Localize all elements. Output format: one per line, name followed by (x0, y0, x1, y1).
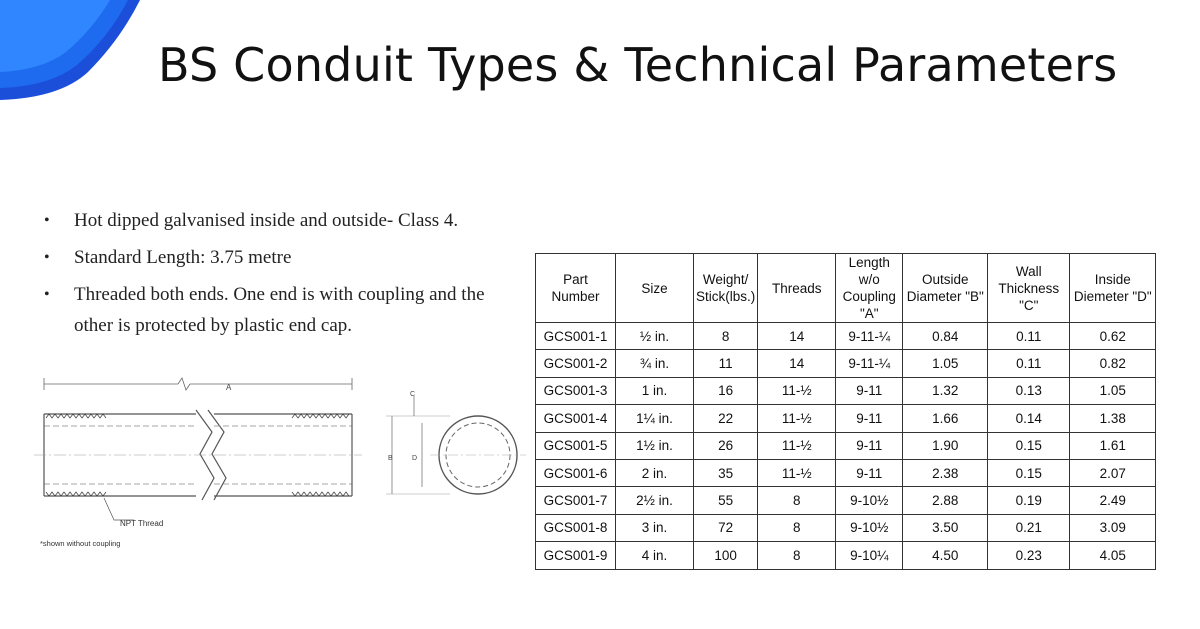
table-cell: ½ in. (616, 323, 694, 350)
corner-decoration (0, 0, 150, 110)
table-cell: 0.14 (988, 405, 1070, 432)
table-cell: 0.62 (1070, 323, 1156, 350)
table-cell: 11-½ (758, 405, 836, 432)
table-cell: 1.05 (903, 350, 988, 377)
header-line: Number (551, 289, 600, 304)
column-header-part-number (536, 254, 616, 323)
thread-left-top (46, 414, 106, 418)
table-cell: GCS001-8 (536, 514, 616, 541)
header-line: Outside (922, 272, 969, 287)
table-cell: GCS001-4 (536, 405, 616, 432)
table-cell: 4 in. (616, 542, 694, 569)
table-cell: 2 in. (616, 459, 694, 486)
table-cell: 14 (758, 350, 836, 377)
header-line: Diameter "B" (906, 289, 984, 304)
table-cell: 11-½ (758, 432, 836, 459)
table-cell: GCS001-1 (536, 323, 616, 350)
table-cell: 4.50 (903, 542, 988, 569)
header-line: Threads (772, 280, 822, 296)
label-d: D (412, 455, 418, 462)
bullet-icon: • (44, 286, 50, 303)
header-line: Wall (1015, 263, 1042, 279)
table-cell: 9-11 (836, 432, 903, 459)
thread-right-top (292, 414, 349, 418)
bullet-icon: • (44, 249, 50, 266)
spec-table (535, 253, 1156, 570)
table-cell: 9-11-¼ (836, 323, 903, 350)
header-line: Length w/o (848, 255, 890, 287)
table-cell: 16 (694, 377, 758, 404)
feature-item (40, 242, 520, 273)
table-cell: 26 (694, 432, 758, 459)
header-line: "A" (859, 306, 879, 321)
feature-text: Threaded both ends. One end is with coupling and the other is protected by plastic end cap. (74, 284, 485, 336)
table-cell: GCS001-7 (536, 487, 616, 514)
table-cell: 14 (758, 323, 836, 350)
table-cell: 72 (694, 514, 758, 541)
header-line: Inside (1094, 272, 1131, 287)
table-row (536, 514, 1156, 541)
header-line: Weight/ (702, 272, 749, 287)
table-cell: 3.09 (1070, 514, 1156, 541)
table-cell: GCS001-9 (536, 542, 616, 569)
page-title: BS Conduit Types & Technical Parameters (158, 38, 1118, 92)
table-cell: GCS001-6 (536, 459, 616, 486)
table-cell: 0.15 (988, 459, 1070, 486)
table-cell: 2.07 (1070, 459, 1156, 486)
table-cell: 0.23 (988, 542, 1070, 569)
table-cell: 3.50 (903, 514, 988, 541)
feature-item (40, 205, 520, 236)
table-row (536, 377, 1156, 404)
table-row (536, 323, 1156, 350)
table-cell: 8 (758, 542, 836, 569)
table-cell: 0.11 (988, 323, 1070, 350)
break-mark (178, 378, 190, 390)
table-cell: 0.15 (988, 432, 1070, 459)
column-header-length (836, 254, 903, 323)
column-header-size (616, 254, 694, 323)
table-cell: 8 (758, 514, 836, 541)
footnote: *shown without coupling (40, 539, 121, 548)
table-cell: 35 (694, 459, 758, 486)
label-c: C (410, 391, 416, 398)
table-cell: 1 in. (616, 377, 694, 404)
conduit-drawing (30, 370, 535, 560)
table-cell: 55 (694, 487, 758, 514)
table-cell: 100 (694, 542, 758, 569)
header-line: Size (641, 280, 668, 296)
thread-left-bottom (46, 492, 106, 496)
table-cell: 9-11 (836, 377, 903, 404)
table-cell: 0.82 (1070, 350, 1156, 377)
feature-item (40, 279, 520, 341)
table-row (536, 350, 1156, 377)
table-cell: 1.66 (903, 405, 988, 432)
table-row (536, 542, 1156, 569)
column-header-weight (694, 254, 758, 323)
header-line: Diemeter "D" (1073, 289, 1152, 304)
table-row (536, 487, 1156, 514)
thread-right-bottom (292, 492, 349, 496)
table-cell: 4.05 (1070, 542, 1156, 569)
table-cell: 0.19 (988, 487, 1070, 514)
header-line: Stick(lbs.) (696, 289, 756, 304)
table-cell: 8 (758, 487, 836, 514)
label-a: A (226, 383, 232, 392)
table-cell: 9-10½ (836, 514, 903, 541)
table-cell: 11 (694, 350, 758, 377)
column-header-wall-thickness (988, 254, 1070, 323)
table-cell: 2½ in. (616, 487, 694, 514)
table-cell: 0.11 (988, 350, 1070, 377)
table-row (536, 459, 1156, 486)
table-row (536, 405, 1156, 432)
feature-text: Standard Length: 3.75 metre (74, 247, 292, 268)
feature-list (40, 205, 520, 347)
table-cell: GCS001-3 (536, 377, 616, 404)
table-cell: 22 (694, 405, 758, 432)
thread-leader (104, 498, 134, 520)
table-cell: 0.21 (988, 514, 1070, 541)
table-cell: 1.32 (903, 377, 988, 404)
header-line: Coupling (842, 289, 896, 304)
table-cell: GCS001-5 (536, 432, 616, 459)
table-cell: 0.13 (988, 377, 1070, 404)
table-cell: 9-11 (836, 459, 903, 486)
table-cell: 8 (694, 323, 758, 350)
table-row (536, 432, 1156, 459)
table-cell: 11-½ (758, 377, 836, 404)
table-cell: 1.05 (1070, 377, 1156, 404)
npt-thread-label: NPT Thread (120, 519, 164, 528)
table-cell: 9-10¼ (836, 542, 903, 569)
table-cell: 1½ in. (616, 432, 694, 459)
table-cell: 3 in. (616, 514, 694, 541)
table-cell: 1.38 (1070, 405, 1156, 432)
table-cell: 2.88 (903, 487, 988, 514)
table-cell: 9-10½ (836, 487, 903, 514)
table-cell: 1¼ in. (616, 405, 694, 432)
table-cell: 0.84 (903, 323, 988, 350)
column-header-outside-diameter (903, 254, 988, 323)
table-cell: 2.38 (903, 459, 988, 486)
header-line: Part (563, 272, 588, 287)
table-cell: 9-11-¼ (836, 350, 903, 377)
table-header-row (536, 254, 1156, 323)
table-cell: 2.49 (1070, 487, 1156, 514)
label-b: B (388, 455, 393, 462)
table-cell: ¾ in. (616, 350, 694, 377)
table-cell: 1.61 (1070, 432, 1156, 459)
header-line: Thickness (998, 280, 1060, 296)
header-line: "C" (1019, 297, 1039, 313)
column-header-threads (758, 254, 836, 323)
bullet-icon: • (44, 212, 50, 229)
table-cell: 9-11 (836, 405, 903, 432)
table-cell: 11-½ (758, 459, 836, 486)
table-cell: GCS001-2 (536, 350, 616, 377)
feature-text: Hot dipped galvanised inside and outside- Class 4. (74, 210, 459, 231)
table-cell: 1.90 (903, 432, 988, 459)
column-header-inside-diameter (1070, 254, 1156, 323)
